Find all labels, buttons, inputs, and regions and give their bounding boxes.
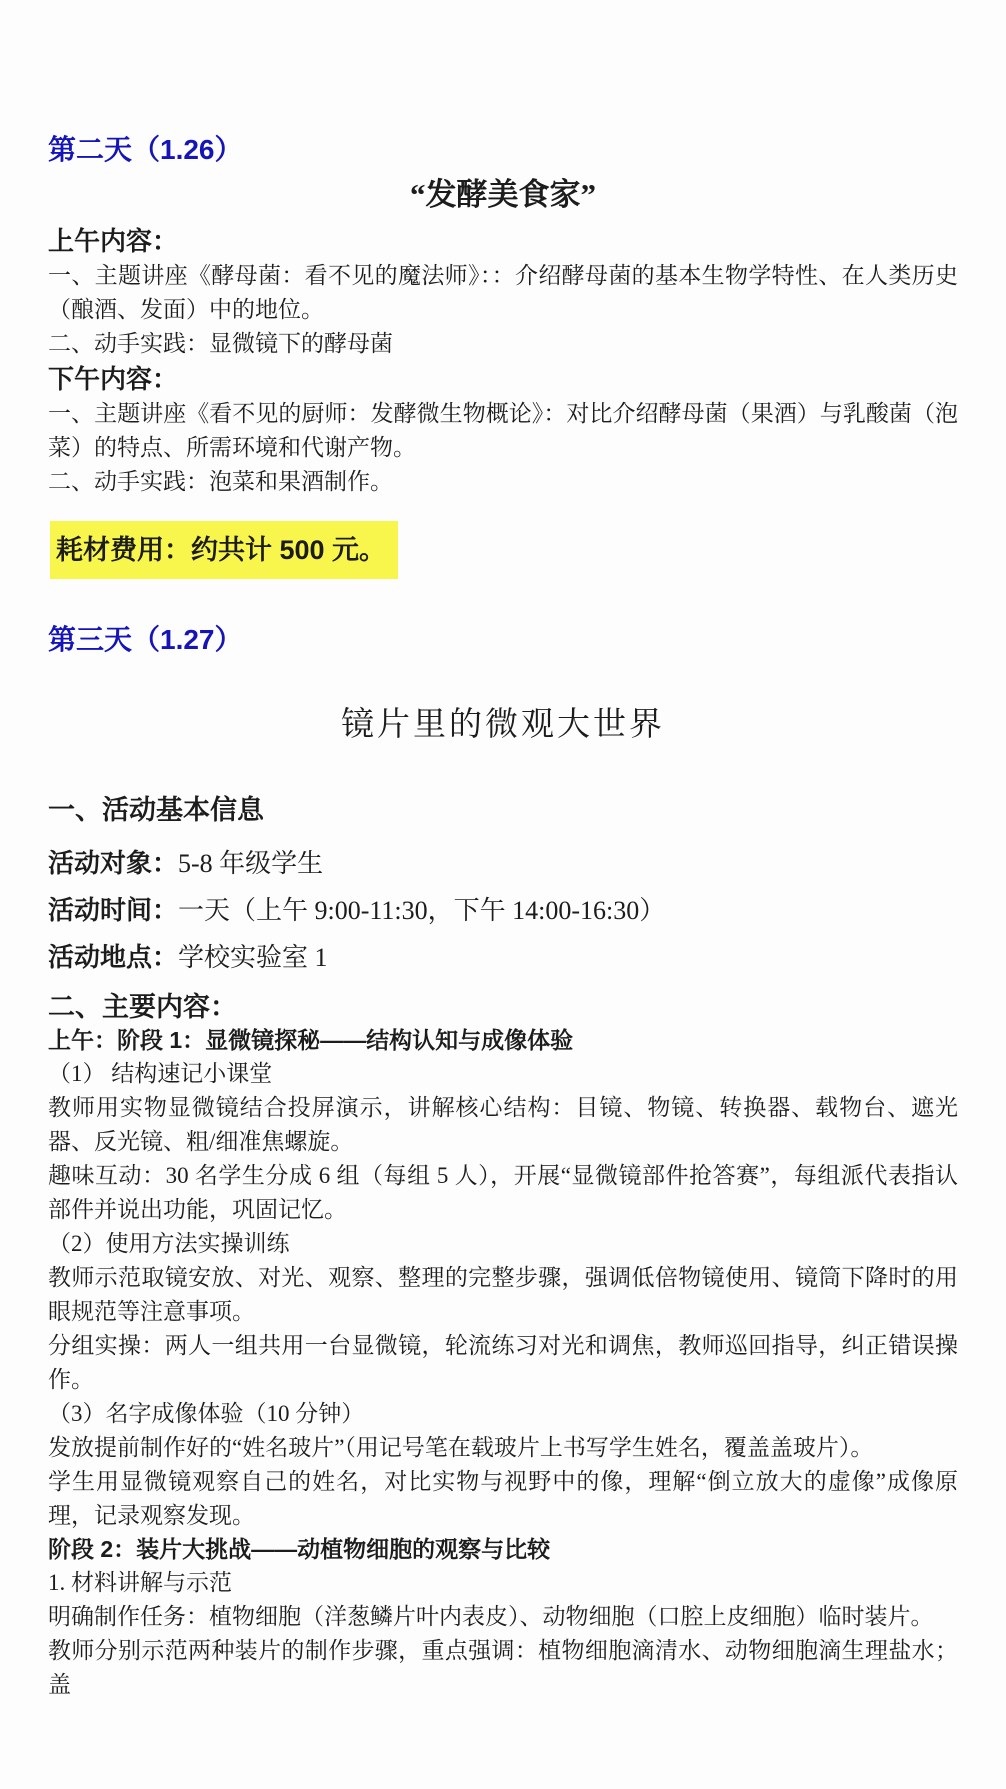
day3-title: 镜片里的微观大世界 [341,707,665,743]
activity-time-value: 一天（上午 9:00-11:30，下午 14:00-16:30） [178,896,666,925]
phase2-paragraph: 教师分别示范两种装片的制作步骤，重点强调：植物细胞滴清水、动物细胞滴生理盐水；盖 [48,1638,958,1697]
phase1-paragraph: （2）使用方法实操训练 [48,1231,290,1256]
activity-target-value: 5-8 年级学生 [178,849,324,878]
day2-title: “发酵美食家” [410,177,596,212]
phase1-paragraph: 学生用显微镜观察自己的姓名，对比实物与视野中的像，理解“倒立放大的虚像”成像原理，记录观察发现。 [48,1469,958,1528]
phase1-paragraph: 教师示范取镜安放、对光、观察、整理的完整步骤，强调低倍物镜使用、镜筒下降时的用眼规范等注意事项。 [48,1265,958,1324]
phase1-paragraph: （3）名字成像体验（10 分钟） [48,1401,365,1426]
phase2-heading: 阶段 2：装片大挑战——动植物细胞的观察与比较 [48,1536,551,1562]
day2-morning-item: 二、动手实践：显微镜下的酵母菌 [48,331,393,356]
phase1-paragraph: 分组实操：两人一组共用一台显微镜，轮流练习对光和调焦，教师巡回指导，纠正错误操作。 [48,1333,958,1392]
day2-morning-item: 一、主题讲座《酵母菌：看不见的魔法师》：：介绍酵母菌的基本生物学特性、在人类历史（酿酒、发面）中的地位。 [48,263,958,322]
activity-time-label: 活动时间： [48,895,179,925]
phase1-paragraph: （1） 结构速记小课堂 [48,1061,273,1086]
day3-section2-heading: 二、主要内容： [48,992,237,1022]
phase1-paragraph: 趣味互动：30 名学生分成 6 组（每组 5 人），开展“显微镜部件抢答赛”，每组派代表指认部件并说出功能，巩固记忆。 [48,1163,958,1222]
activity-place-line [48,939,958,976]
cost-highlight-row [50,521,958,579]
phase1-paragraph: 教师用实物显微镜结合投屏演示，讲解核心结构：目镜、物镜、转换器、载物台、遮光器、反光镜、粗/细准焦螺旋。 [48,1095,958,1154]
day3-heading: 第三天（1.27） [48,624,243,655]
day2-afternoon-item: 二、动手实践：泡菜和果酒制作。 [48,469,393,494]
day2-heading: 第二天（1.26） [48,134,243,165]
cost-highlight: 耗材费用：约共计 500 元。 [50,521,398,579]
day2-morning-label: 上午内容： [48,226,179,256]
phase2-paragraph: 1. 材料讲解与示范 [48,1570,232,1595]
day3-section1-heading: 一、活动基本信息 [48,795,264,825]
activity-target-line [48,845,958,882]
activity-place-label: 活动地点： [48,942,179,972]
activity-time-line [48,892,958,929]
day2-afternoon-item: 一、主题讲座《看不见的厨师：发酵微生物概论》：对比介绍酵母菌（果酒）与乳酸菌（泡菜）的特点、所需环境和代谢产物。 [48,401,958,460]
activity-target-label: 活动对象： [48,848,179,878]
day2-afternoon-label: 下午内容： [48,364,179,394]
activity-place-value: 学校实验室 1 [178,943,328,972]
phase1-heading: 上午：阶段 1：显微镜探秘——结构认知与成像体验 [48,1027,574,1053]
activity-info-block [48,845,958,976]
phase2-paragraph: 明确制作任务：植物细胞（洋葱鳞片叶内表皮）、动物细胞（口腔上皮细胞）临时装片。 [48,1604,934,1629]
phase1-paragraph: 发放提前制作好的“姓名玻片”（用记号笔在载玻片上书写学生姓名，覆盖盖玻片）。 [48,1435,874,1460]
